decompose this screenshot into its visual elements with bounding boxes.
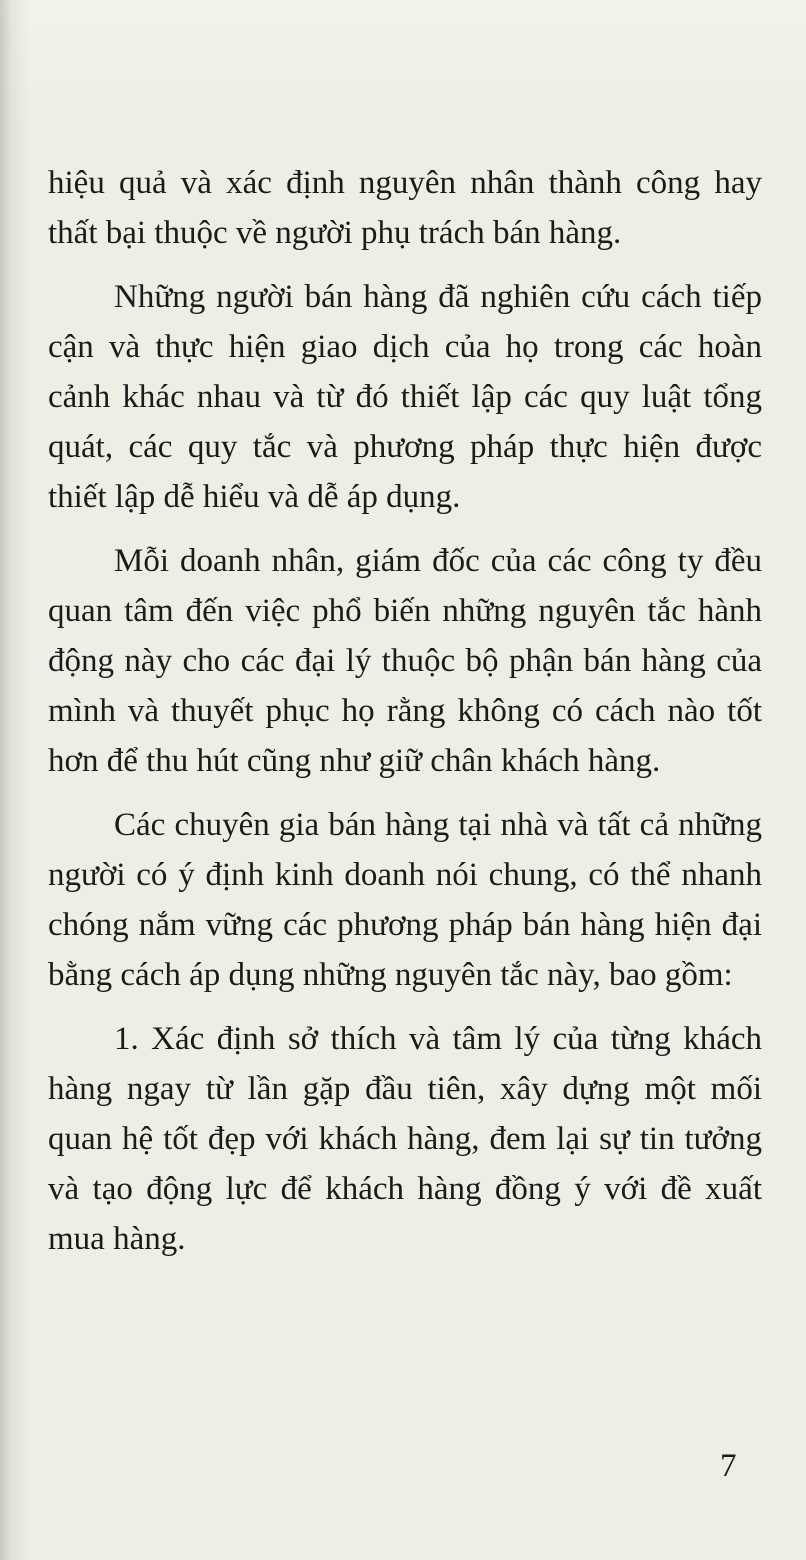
paragraph: Mỗi doanh nhân, giám đốc của các công ty đều quan tâm đến việc phổ biến những nguyên tắc hành động này cho các đại lý thuộc bộ phận bán hàng của mình và thuyết phục họ rằng không có cách nào tốt hơn để thu hút cũng như giữ chân khách hàng.	[48, 543, 762, 779]
page-number: 7	[720, 1448, 737, 1484]
paragraph-continued: hiệu quả và xác định nguyên nhân thành công hay thất bại thuộc về người phụ trách bán hàng.	[48, 165, 762, 251]
paragraph: Những người bán hàng đã nghiên cứu cách tiếp cận và thực hiện giao dịch của họ trong các hoàn cảnh khác nhau và từ đó thiết lập các quy luật tổng quát, các quy tắc và phương pháp thực hiện được thiết lập dễ hiểu và dễ áp dụng.	[48, 279, 762, 515]
numbered-paragraph: 1. Xác định sở thích và tâm lý của từng khách hàng ngay từ lần gặp đầu tiên, xây dựng một mối quan hệ tốt đẹp với khách hàng, đem lại sự tin tưởng và tạo động lực để khách hàng đồng ý với đề xuất mua hàng.	[48, 1021, 762, 1257]
body-text	[48, 158, 762, 1278]
paragraph: Các chuyên gia bán hàng tại nhà và tất cả những người có ý định kinh doanh nói chung, có thể nhanh chóng nắm vững các phương pháp bán hàng hiện đại bằng cách áp dụng những nguyên tắc này, bao gồm:	[48, 807, 762, 993]
